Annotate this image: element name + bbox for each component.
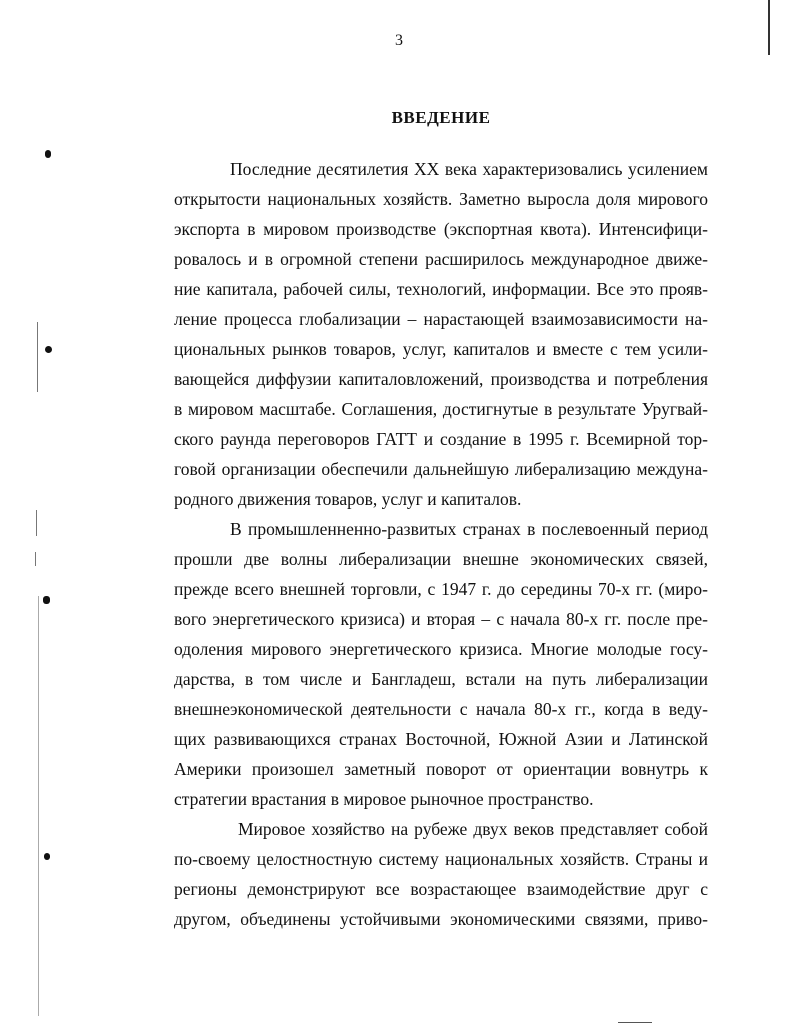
- text-line: В промышленненно-развитых странах в послевоенный период: [230, 519, 708, 539]
- text-line: циональных рынков товаров, услуг, капиталов и вместе с тем усили-: [174, 339, 708, 359]
- text-line: родного движения товаров, услуг и капиталов.: [174, 489, 522, 509]
- text-line: вого энергетического кризиса) и вторая – с начала 80-х гг. после пре-: [174, 609, 708, 629]
- binding-hole-mark: [44, 853, 50, 860]
- text-line: открытости национальных хозяйств. Заметно выросла доля мирового: [174, 189, 708, 209]
- binding-hole-mark: [43, 596, 50, 604]
- margin-streak: [35, 552, 36, 566]
- text-line: Америки произошел заметный поворот от ориентации вовнутрь к: [174, 759, 708, 779]
- text-line: экспорта в мировом производстве (экспортная квота). Интенсифици-: [174, 219, 708, 239]
- margin-streak: [38, 596, 39, 1016]
- binding-hole-mark: [45, 346, 52, 353]
- scan-edge-mark: [768, 0, 770, 55]
- text-line: говой организации обеспечили дальнейшую либерализацию междуна-: [174, 459, 708, 479]
- text-line: прежде всего внешней торговли, с 1947 г. до середины 70-х гг. (миро-: [174, 579, 708, 599]
- margin-streak: [36, 510, 37, 536]
- text-line: стратегии врастания в мировое рыночное пространство.: [174, 789, 594, 809]
- text-line: регионы демонстрируют все возрастающее взаимодействие друг с: [174, 879, 708, 899]
- text-line: в мировом масштабе. Соглашения, достигнутые в результате Уругвай-: [174, 399, 708, 419]
- page-number: 3: [395, 32, 403, 49]
- text-line: ровалось и в огромной степени расширилось международное движе-: [174, 249, 708, 269]
- text-line: ние капитала, рабочей силы, технологий, информации. Все это прояв-: [174, 279, 708, 299]
- binding-hole-mark: [45, 150, 51, 158]
- section-heading: ВВЕДЕНИЕ: [391, 108, 491, 127]
- text-line: ского раунда переговоров ГАТТ и создание в 1995 г. Всемирной тор-: [174, 429, 708, 449]
- text-line: одоления мирового энергетического кризиса. Многие молодые госу-: [174, 639, 708, 659]
- scan-edge-mark: [618, 1022, 652, 1023]
- margin-streak: [37, 322, 38, 392]
- text-line: другом, объединены устойчивыми экономическими связями, приво-: [174, 909, 708, 929]
- text-line: Последние десятилетия XX века характеризовались усилением: [230, 159, 708, 179]
- text-line: прошли две волны либерализации внешне экономических связей,: [174, 549, 708, 569]
- text-line: внешнеэкономической деятельности с начала 80-х гг., когда в веду-: [174, 699, 708, 719]
- text-line: щих развивающихся странах Восточной, Южной Азии и Латинской: [174, 729, 708, 749]
- text-line: Мировое хозяйство на рубеже двух веков представляет собой: [238, 819, 708, 839]
- text-line: дарства, в том числе и Бангладеш, встали на путь либерализации: [174, 669, 708, 689]
- text-line: ление процесса глобализации – нарастающей взаимозависимости на-: [174, 309, 708, 329]
- text-line: вающейся диффузии капиталовложений, производства и потребления: [174, 369, 708, 389]
- text-line: по-своему целостностную систему национальных хозяйств. Страны и: [174, 849, 708, 869]
